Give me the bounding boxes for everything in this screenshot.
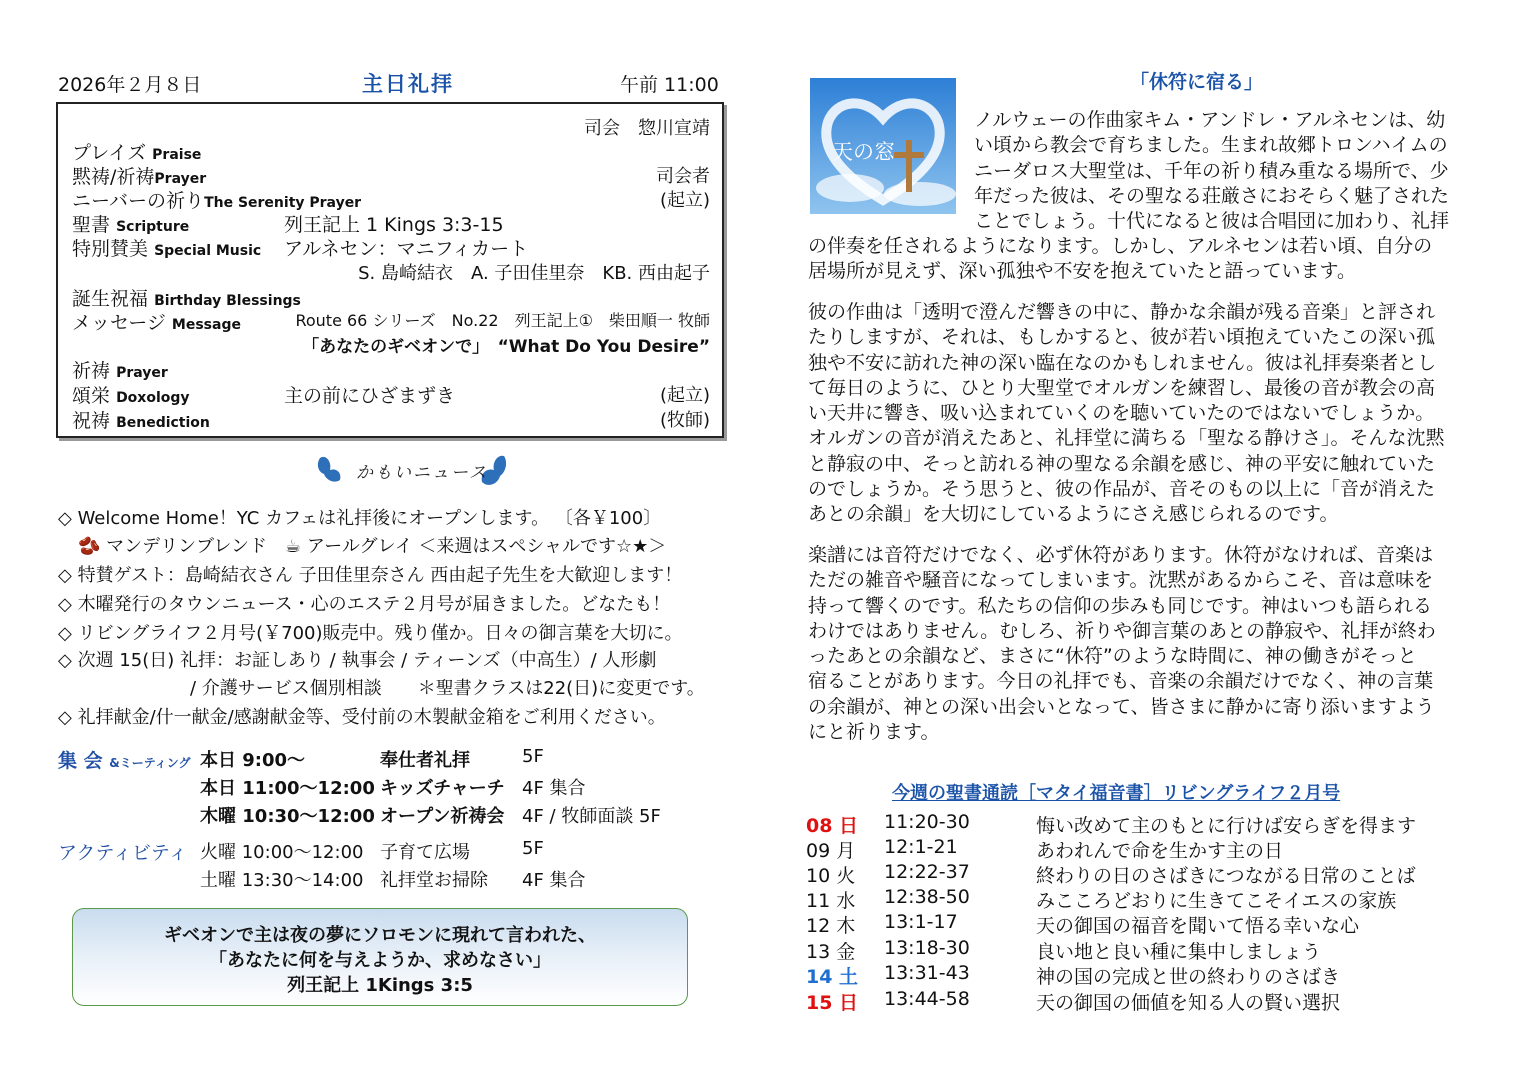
essay-title: 「休符に宿る」 xyxy=(1130,71,1264,93)
order-item xyxy=(72,234,261,261)
item-jp: 祈祷 xyxy=(72,360,111,382)
meeting-name: オープン祈祷会 xyxy=(380,806,505,827)
essay-line: 宿ることがあります。今日の礼拝でも、音楽の余韻だけでなく、神の言葉 xyxy=(808,670,1434,693)
activity-name: 子育て広場 xyxy=(380,842,470,863)
news-item: ◇ リビングライフ２月号(￥700)販売中。残り僅か。日々の御言葉を大切に。 xyxy=(58,623,683,644)
item-en: Prayer xyxy=(154,171,207,187)
meetings-label-text: 集 会 xyxy=(58,750,103,772)
item-en: Special Music xyxy=(154,243,262,259)
item-jp: 特別賛美 xyxy=(72,238,149,260)
schedule-text: 良い地と良い種に集中しましょう xyxy=(1036,941,1322,963)
verse-box xyxy=(72,908,688,1006)
schedule-date: 12 木 xyxy=(806,915,856,937)
meeting-name: 奉仕者礼拝 xyxy=(380,750,470,771)
schedule-date: 11 水 xyxy=(806,890,856,912)
schedule-ref: 13:31-43 xyxy=(884,962,970,984)
meetings-label xyxy=(58,746,191,773)
heaven-window-image xyxy=(810,78,956,214)
schedule-date: 13 金 xyxy=(806,941,856,963)
order-item xyxy=(72,284,301,311)
activity-time: 土曜 13:30～14:00 xyxy=(200,870,364,891)
item-en: Birthday Blessings xyxy=(154,293,301,309)
service-date: 2026年２月８日 xyxy=(58,74,202,96)
order-item xyxy=(72,138,201,165)
order-item xyxy=(72,308,241,335)
news-item: ◇ 次週 15(日) 礼拝：お証しあり / 執事会 / ティーンズ（中高生）/ 人形劇 xyxy=(58,650,657,671)
essay-line: ことでしょう。十代になると彼は合唱団に加わり、礼拝 xyxy=(974,210,1450,233)
essay-line: 独や不安に訪れた神の深い臨在なのかもしれません。彼は礼拝奏楽者とし xyxy=(808,351,1437,374)
order-item xyxy=(72,406,210,433)
meeting-time: 本日 9:00～ xyxy=(200,750,306,771)
essay-line: い天井に響き、吸い込まれていくのを聴いていたのではないでしょうか。 xyxy=(808,402,1435,425)
meeting-time: 木曜 10:30～12:00 xyxy=(200,806,375,827)
item-jp: 祝祷 xyxy=(72,410,111,432)
item-note: (起立) xyxy=(659,190,710,211)
news-logo-text: かもいニュース xyxy=(356,463,489,483)
essay-paragraph-3 xyxy=(808,543,1436,745)
order-of-service xyxy=(56,102,724,438)
verse-line: 「あなたに何を与えようか、求めなさい」 xyxy=(209,950,551,971)
schedule-date: 15 日 xyxy=(806,992,859,1014)
activity-place: 4F 集合 xyxy=(522,870,586,891)
order-item xyxy=(72,186,361,213)
essay-line: のでしょうか。そう思うと、彼の作品が、音そのもの以上に「音が消えた xyxy=(808,478,1436,501)
item-value-2: S. 島崎結衣 A. 子田佳里奈 KB. 西由起子 xyxy=(358,263,710,284)
meeting-place: 4F / 牧師面談 5F xyxy=(522,806,661,827)
item-value: 主の前にひざまずき xyxy=(284,385,456,407)
schedule-text: みこころどおりに生きてこそイエスの家族 xyxy=(1036,890,1397,912)
item-note: (牧師) xyxy=(659,410,710,431)
essay-line: あとの余韻」を大切にしているようにさえ感じられるのです。 xyxy=(808,503,1339,526)
essay-line: 楽譜には音符だけでなく、必ず休符があります。休符がなければ、音楽は xyxy=(808,544,1434,566)
item-jp: プレイズ xyxy=(72,142,147,164)
essay-line: 彼の作曲は「透明で澄んだ響きの中に、静かな余韻が残る音楽」と評され xyxy=(808,301,1436,323)
essay-paragraph-1-cont xyxy=(808,234,1432,285)
schedule-date: 08 日 xyxy=(806,815,859,837)
news-item: ◇ 木曜発行のタウンニュース・心のエステ２月号が届きました。どなたも！ xyxy=(58,594,671,615)
presider: 司会 惣川宣靖 xyxy=(584,118,710,139)
activity-name: 礼拝堂お掃除 xyxy=(380,870,488,891)
service-time: 午前 11:00 xyxy=(620,74,719,96)
essay-line: い頃から教会で育ちました。生まれ故郷トロンハイムの xyxy=(974,134,1448,157)
item-jp: 聖書 xyxy=(72,214,111,236)
activity-time: 火曜 10:00～12:00 xyxy=(200,842,364,863)
essay-line: の余韻が、神との深い出会いとなって、皆さまに静かに寄り添いますよう xyxy=(808,695,1435,718)
item-note: (起立) xyxy=(659,385,710,406)
schedule-ref: 13:1-17 xyxy=(884,911,958,933)
page-title: 主日礼拝 xyxy=(362,72,454,96)
essay-line: わけではありません。むしろ、祈りや御言葉のあとの静寂や、礼拝が終わ xyxy=(808,619,1436,642)
item-en: Doxology xyxy=(116,390,190,406)
item-note: 司会者 xyxy=(656,166,710,187)
essay-line: と静寂の中、そっと訪れる神の聖なる余韻を感じ、神の平安に触れていた xyxy=(808,452,1436,475)
item-jp: 黙祷/祈祷 xyxy=(72,166,155,188)
news-logo xyxy=(312,450,512,496)
news-item: / 介護サービス個別相談 ＊聖書クラスは22(日)に変更です。 xyxy=(190,678,705,699)
activity-label: アクティビティ xyxy=(58,842,188,864)
item-jp: ニーバーの祈り xyxy=(72,190,205,212)
essay-line: にと祈ります。 xyxy=(808,721,940,744)
schedule-text: 神の国の完成と世の終わりのさばき xyxy=(1036,966,1341,988)
item-en: Prayer xyxy=(116,365,168,381)
news-item: 🫘 マンデリンブレンド ☕ アールグレイ ＜来週はスペシャルです☆★＞ xyxy=(78,536,667,557)
item-value: 列王記上 1 Kings 3:3-15 xyxy=(284,214,504,236)
schedule-date: 09 月 xyxy=(806,840,856,862)
news-item: ◇ 礼拝献金/什一献金/感謝献金等、受付前の木製献金箱をご利用ください。 xyxy=(58,707,666,728)
essay-line: て毎日のように、ひとり大聖堂でオルガンを練習し、最後の音が教会の高 xyxy=(808,376,1436,399)
item-value: アルネセン：マニフィカート xyxy=(284,238,529,260)
activity-place: 5F xyxy=(522,838,544,859)
schedule-text: 悔い改めて主のもとに行けば安らぎを得ます xyxy=(1036,815,1417,837)
news-item: ◇ Welcome Home！YC カフェは礼拝後にオープンします。 〔各￥100〕 xyxy=(58,508,662,529)
essay-line: 年だった彼は、その聖なる荘厳さにおそらく魅了された xyxy=(974,184,1450,207)
order-item xyxy=(72,356,168,383)
essay-line: ただの雑音や騒音になってしまいます。沈黙があるからこそ、音は意味を xyxy=(808,569,1434,592)
essay-paragraph-1 xyxy=(974,108,1449,234)
order-item xyxy=(72,381,190,408)
meeting-place: 4F 集合 xyxy=(522,778,586,799)
schedule-ref: 13:44-58 xyxy=(884,988,970,1010)
essay-line: ニーダロス大聖堂は、千年の祈り積み重なる場所で、少 xyxy=(974,159,1449,182)
order-item xyxy=(72,162,206,189)
news-item: ◇ 特賛ゲスト：島崎結衣さん 子田佳里奈さん 西由起子先生を大歓迎します！ xyxy=(58,565,683,586)
essay-line: ったあとの余韻など、まさに“休符”のような時間に、神の働きがそっと xyxy=(808,645,1417,668)
item-jp: 頌栄 xyxy=(72,385,111,407)
verse-reference: 列王記上 1Kings 3:5 xyxy=(287,975,473,996)
item-en: Praise xyxy=(152,147,202,163)
schedule-ref: 12:38-50 xyxy=(884,886,970,908)
schedule-ref: 12:22-37 xyxy=(884,861,970,883)
essay-line: 持って響くのです。私たちの信仰の歩みも同じです。神はいつも語られる xyxy=(808,594,1432,617)
item-jp: メッセージ xyxy=(72,312,166,334)
schedule-ref: 11:20-30 xyxy=(884,811,970,833)
item-en: The Serenity Prayer xyxy=(204,195,362,211)
item-en: Message xyxy=(171,317,241,333)
order-item xyxy=(72,210,189,237)
verse-line: ギベオンで主は夜の夢にソロモンに現れて言われた、 xyxy=(164,925,596,946)
essay-line: の伴奏を任されるようになります。しかし、アルネセンは若い頃、自分の xyxy=(808,235,1433,257)
meeting-name: キッズチャーチ xyxy=(380,778,505,799)
schedule-text: 天の御国の価値を知る人の賢い選択 xyxy=(1036,992,1341,1014)
schedule-date: 10 火 xyxy=(806,865,856,887)
essay-line: 居場所が見えず、深い孤独や不安を抱えていたと語っています。 xyxy=(808,260,1356,283)
essay-line: オルガンの音が消えたあと、礼拝堂に満ちる「聖なる静けさ」。そんな沈黙 xyxy=(808,427,1445,450)
essay-line: たりしますが、それは、もしかすると、彼が若い頃抱えていたこの深い孤 xyxy=(808,326,1436,349)
item-value-2: 「あなたのギベオンで」 “What Do You Desire” xyxy=(302,337,710,357)
item-en: Scripture xyxy=(116,219,190,235)
item-en: Benediction xyxy=(116,415,210,431)
essay-line: ノルウェーの作曲家キム・アンドレ・アルネセンは、幼 xyxy=(974,109,1446,131)
item-jp: 誕生祝福 xyxy=(72,288,149,310)
schedule-ref: 13:18-30 xyxy=(884,937,970,959)
schedule-date: 14 土 xyxy=(806,966,859,988)
meeting-time: 本日 11:00～12:00 xyxy=(200,778,375,799)
reading-schedule-title: 今週の聖書通読［マタイ福音書］リビングライフ２月号 xyxy=(892,783,1341,804)
image-caption: 天の窓 xyxy=(832,140,895,164)
schedule-ref: 12:1-21 xyxy=(884,836,958,858)
schedule-text: 終わりの日のさばきにつながる日常のことば xyxy=(1036,865,1416,887)
item-value: Route 66 シリーズ No.22 列王記上① 柴田順一 牧師 xyxy=(295,311,710,330)
meetings-label-small: &ミーティング xyxy=(109,756,191,770)
essay-paragraph-2 xyxy=(808,300,1445,528)
meeting-place: 5F xyxy=(522,746,544,767)
schedule-text: 天の御国の福音を聞いて悟る幸いな心 xyxy=(1036,915,1360,937)
schedule-text: あわれんで命を生かす主の日 xyxy=(1036,840,1284,862)
